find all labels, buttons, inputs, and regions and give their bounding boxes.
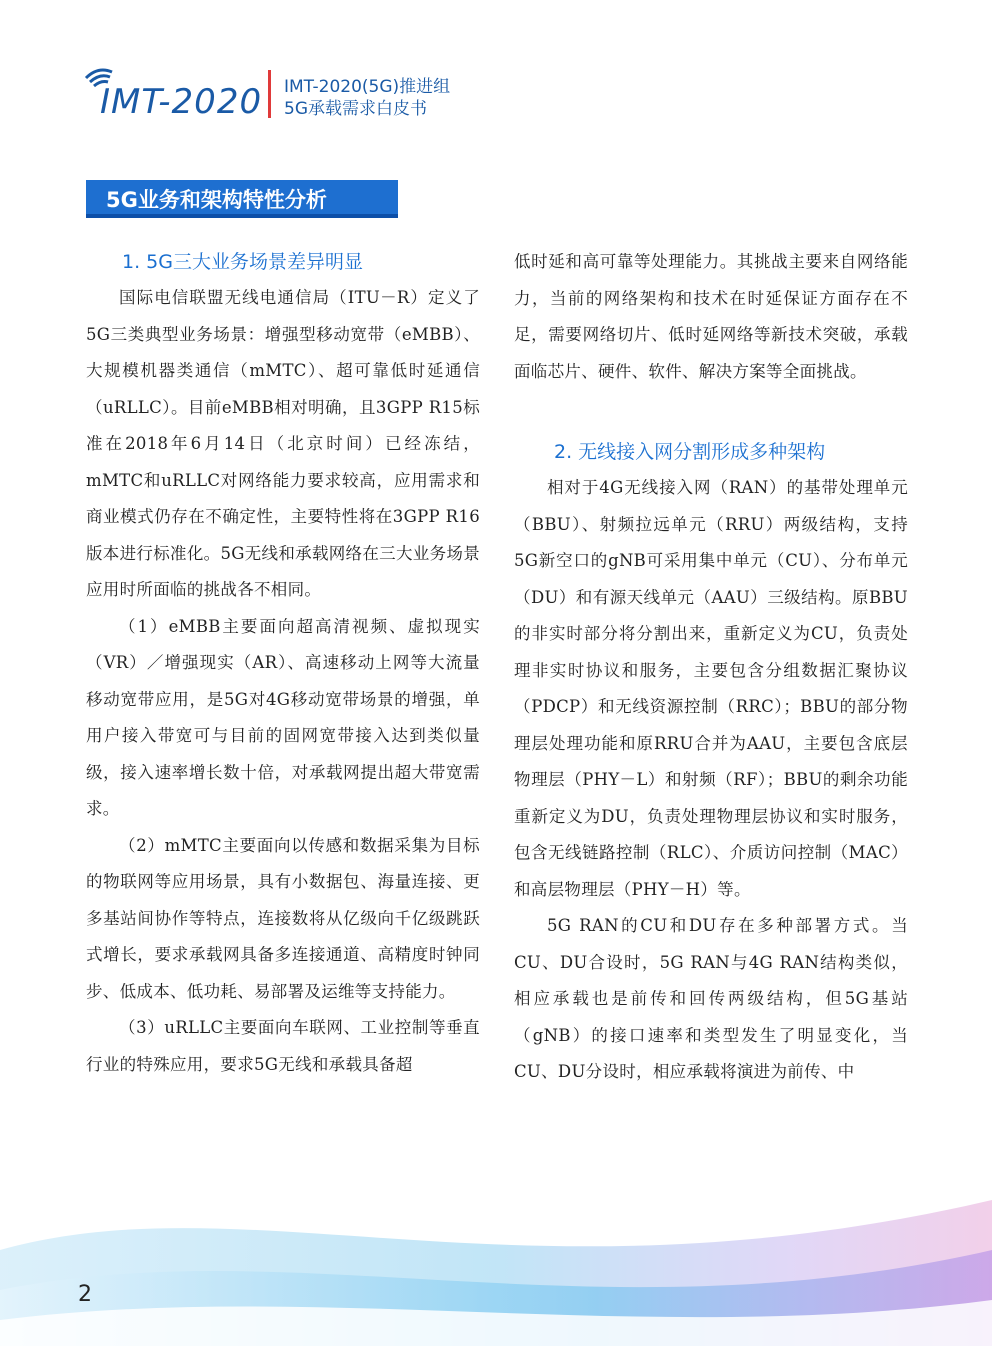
subsection-heading-1: 1. 5G三大业务场景差异明显 [122,251,363,273]
header-org: IMT-2020(5G)推进组 [284,77,451,97]
paragraph: （3）uRLLC主要面向车联网、工业控制等垂直行业的特殊应用，要求5G无线和承载具备超 [86,1018,480,1074]
left-column [86,244,480,1083]
paragraph: 相对于4G无线接入网（RAN）的基带处理单元（BBU）、射频拉远单元（RRU）两级结构，支持5G新空口的gNB可采用集中单元（CU）、分布单元（DU）和有源天线单元（AAU）三级结构。原BBU的非实时部分将分割出来，重新定义为CU，负责处理非实时协议和服务，主要包含分组数据汇聚协议（PDCP）和无线资源控制（RRC）；BBU的部分物理层处理功能和原RRU合并为AAU，主要包含底层物理层（PHY－L）和射频（RF）；BBU的剩余功能重新定义为DU，负责处理物理层协议和实时服务，包含无线链路控制（RLC）、介质访问控制（MAC）和高层物理层（PHY－H）等。 [514,478,908,899]
right-column [514,244,908,1091]
paragraph: （2）mMTC主要面向以传感和数据采集为目标的物联网等应用场景，具有小数据包、海量连接、更多基站间协作等特点，连接数将从亿级向千亿级跳跃式增长，要求承载网具备多连接通道、高精度时钟同步、低成本、低功耗、易部署及运维等支持能力。 [86,835,480,1001]
decorative-wave-background [0,1140,992,1346]
paragraph: 低时延和高可靠等处理能力。其挑战主要来自网络能力，当前的网络架构和技术在时延保证方面存在不足，需要网络切片、低时延网络等新技术突破，承载面临芯片、硬件、软件、解决方案等全面挑战。 [514,252,908,381]
section-title: 5G业务和架构特性分析 [106,188,327,212]
logo-text: IMT-2020 [100,82,263,122]
header-doc-title: 5G承载需求白皮书 [284,99,427,119]
paragraph: （1）eMBB主要面向超高清视频、虚拟现实（VR）／增强现实（AR）、高速移动上网等大流量移动宽带应用，是5G对4G移动宽带场景的增强，单用户接入带宽可与目前的固网宽带接入达到类似量级，接入速率增长数十倍，对承载网提出超大带宽需求。 [86,616,480,818]
header-divider [268,70,271,118]
subsection-heading-2: 2. 无线接入网分割形成多种架构 [554,441,826,463]
paragraph: 国际电信联盟无线电通信局（ITU－R）定义了5G三类典型业务场景：增强型移动宽带（eMBB）、大规模机器类通信（mMTC）、超可靠低时延通信（uRLLC）。目前eMBB相对明确，且3GPP R15标准在2018年6月14日（北京时间）已经冻结，mMTC和uRLLC对网络能力要求较高，应用需求和商业模式仍存在不确定性，主要特性将在3GPP R16版本进行标准化。5G无线和承载网络在三大业务场景应用时所面临的挑战各不相同。 [86,288,480,599]
page-number: 2 [78,1282,92,1307]
paragraph: 5G RAN的CU和DU存在多种部署方式。当CU、DU合设时，5G RAN与4G RAN结构类似，相应承载也是前传和回传两级结构，但5G基站（gNB）的接口速率和类型发生了明显变化，当CU、DU分设时，相应承载将演进为前传、中 [514,916,908,1081]
section-banner [86,180,398,214]
header-logo-area [80,60,500,130]
